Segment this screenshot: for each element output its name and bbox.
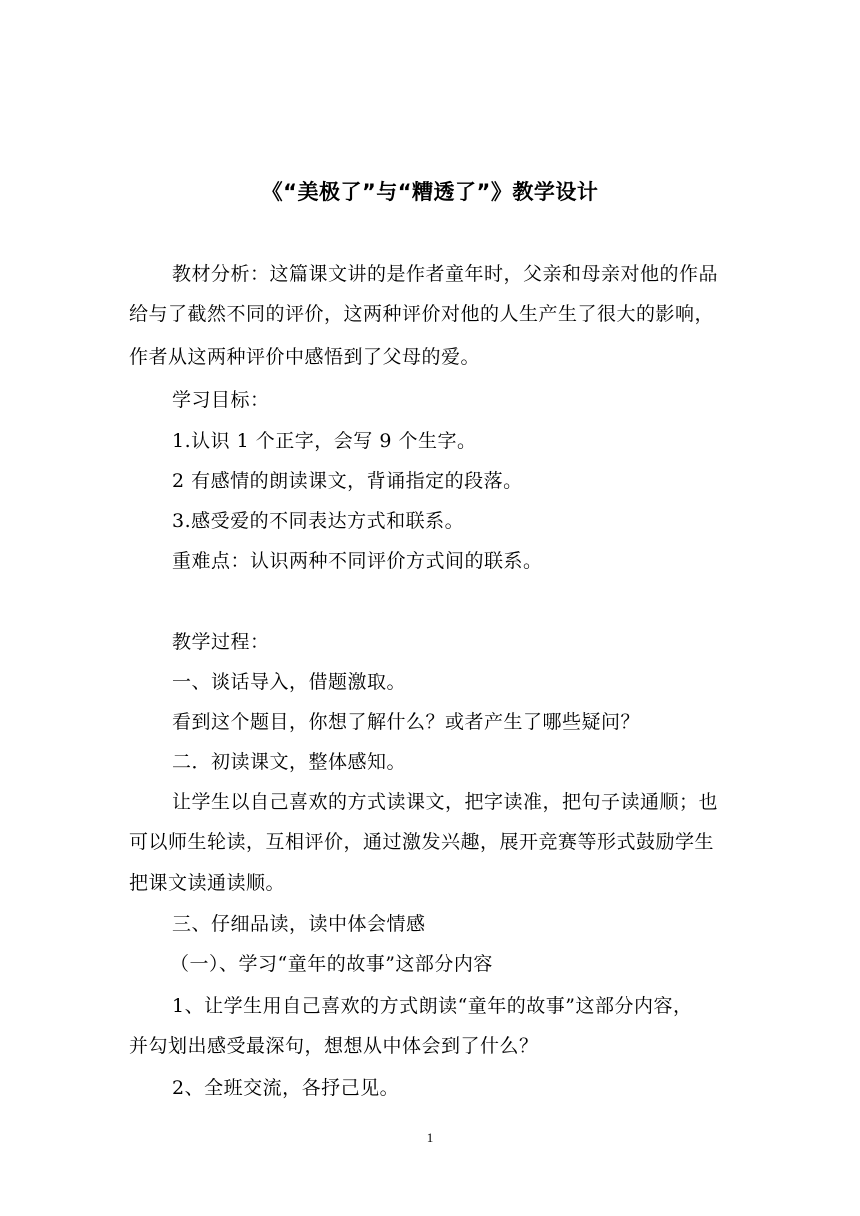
paragraph-line: 并勾划出感受最深句，想想从中体会到了什么？ <box>129 1035 539 1057</box>
section-heading: 三、仔细品读，读中体会情感 <box>172 913 426 935</box>
paragraph-line: 看到这个题目，你想了解什么？或者产生了哪些疑问？ <box>172 711 641 733</box>
document-title: 《“美极了”与“糟透了”》教学设计 <box>261 180 599 204</box>
paragraph-line: 2、全班交流，各抒己见。 <box>172 1077 400 1099</box>
list-item: 3.感受爱的不同表达方式和联系。 <box>172 510 465 532</box>
paragraph-line: 教材分析：这篇课文讲的是作者童年时，父亲和母亲对他的作品 <box>172 263 719 285</box>
paragraph-line: 1、让学生用自己喜欢的方式朗读“童年的故事”这部分内容， <box>172 995 693 1017</box>
paragraph-line: 给与了截然不同的评价，这两种评价对他的人生产生了很大的影响， <box>129 303 715 325</box>
list-item: 1.认识 1 个正字，会写 9 个生字。 <box>172 430 477 452</box>
section-heading: 教学过程： <box>172 631 270 653</box>
section-heading: 一、谈话导入，借题激取。 <box>172 671 407 693</box>
section-heading: 学习目标： <box>172 389 270 411</box>
paragraph-line: 重难点：认识两种不同评价方式间的联系。 <box>172 550 543 572</box>
list-item: 2 有感情的朗读课文，背诵指定的段落。 <box>172 470 523 492</box>
paragraph-line: 作者从这两种评价中感悟到了父母的爱。 <box>129 346 481 368</box>
paragraph-line: 让学生以自己喜欢的方式读课文，把字读准，把句子读通顺；也 <box>172 791 719 813</box>
paragraph-line: 可以师生轮读，互相评价，通过激发兴趣，展开竞赛等形式鼓励学生 <box>129 831 715 853</box>
paragraph-line: 把课文读通读顺。 <box>129 872 286 894</box>
section-heading: 二．初读课文，整体感知。 <box>172 751 407 773</box>
page-number: 1 <box>426 1130 434 1145</box>
subsection-heading: （一）、学习“童年的故事”这部分内容 <box>170 953 493 975</box>
